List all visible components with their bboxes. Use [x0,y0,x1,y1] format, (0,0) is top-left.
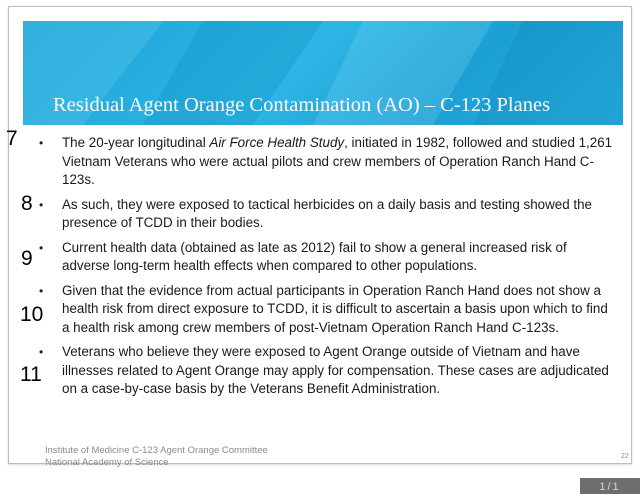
bullet-item [9,239,633,276]
annotation-number: 7 [6,127,18,150]
bullet-text-emphasis: Air Force Health Study [209,135,345,150]
page-number: 22 [621,453,629,460]
footer-line-2: National Academy of Science [45,457,169,468]
bullet-dot-icon: • [39,283,44,298]
bullet-dot-icon: • [39,240,44,255]
bullet-text: Current health data (obtained as late as 2012) fail to show a general increased risk of adverse long-term health effects when compared to other populations. [62,239,567,273]
annotation-number: 9 [21,247,33,270]
bullet-item [9,343,633,399]
footer-line-1: Institute of Medicine C-123 Agent Orange Committee [45,445,268,456]
bullet-dot-icon: • [39,197,44,212]
bullet-text-pre: The 20-year longitudinal [62,135,210,150]
bullet-list [9,134,633,399]
bullet-item [9,196,633,233]
bullet-text: As such, they were exposed to tactical herbicides on a daily basis and testing showed the presence of TCDD in their bodies. [62,196,592,230]
bullet-item [9,134,633,190]
annotation-number: 11 [20,363,42,386]
bullet-dot-icon: • [39,345,44,359]
title-banner [23,21,623,125]
annotation-number: 10 [20,303,44,326]
slide-footer [45,445,268,469]
slide-title: Residual Agent Orange Contamination (AO) – C-123 Planes [53,94,551,116]
slide [8,6,632,468]
bullet-item [9,282,633,338]
annotation-number: 8 [21,192,33,215]
bullet-dot-icon: • [39,136,44,150]
bullet-text-post: , initiated in 1982, followed and studied 1,261 Vietnam Veterans who were actual pilots and crew members of Operation Ranch Hand C-123s. [62,135,613,187]
bullet-text: Veterans who believe they were exposed to Agent Orange outside of Vietnam and have illnesses related to Agent Orange may apply for compensation. These cases are adjudicated on a case-by-case basis by the Veterans Benefit Administration. [62,344,609,396]
bullet-text: Given that the evidence from actual participants in Operation Ranch Hand does not show a health risk from direct exposure to TCDD, it is difficult to ascertain a basis upon which to find a health risk among crew members of post-Vietnam Operation Ranch Hand C-123s. [62,282,608,335]
page-indicator: 1/1 [580,478,640,494]
